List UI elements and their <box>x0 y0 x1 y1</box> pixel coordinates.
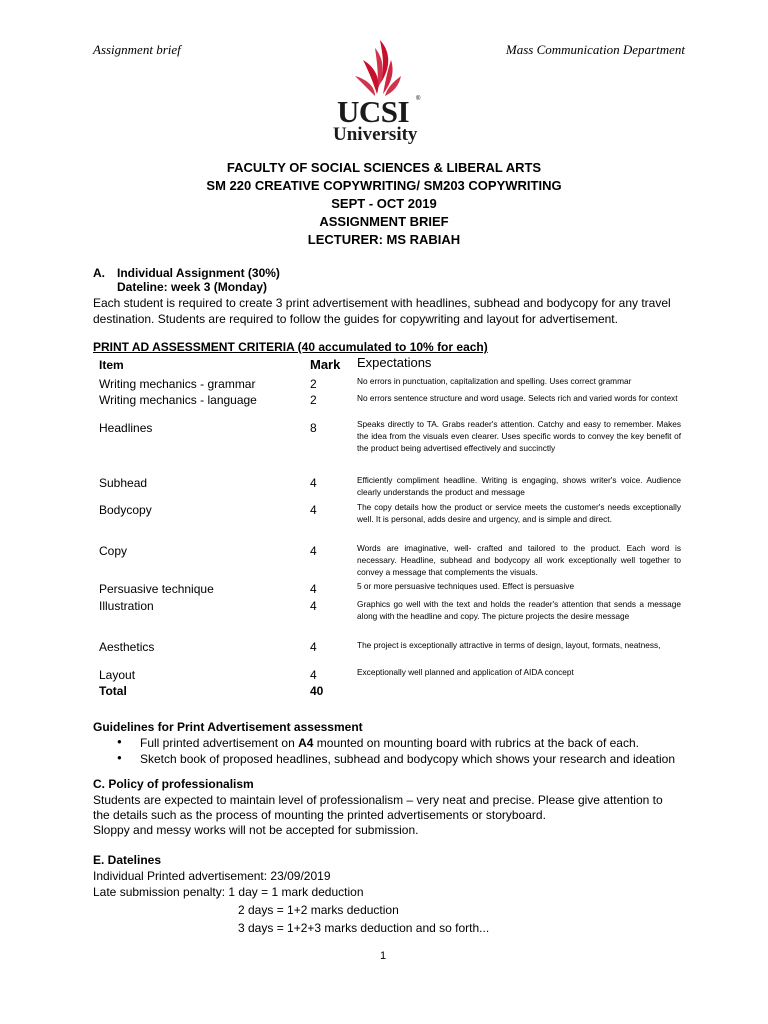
table-row-exp: No errors sentence structure and word usage. Selects rich and varied words for context <box>357 393 678 403</box>
datelines-heading: E. Datelines <box>93 853 162 867</box>
table-row-mark: 8 <box>310 421 317 435</box>
datelines-line-3: 2 days = 1+2 marks deduction <box>238 903 399 917</box>
total-value: 40 <box>310 684 324 698</box>
section-a-para2: destination. Students are required to follow the guides for copywriting and layout for advertisement. <box>93 312 618 326</box>
table-row-item: Layout <box>99 668 136 682</box>
total-label: Total <box>99 684 127 698</box>
guideline-item-2: Sketch book of proposed headlines, subhead and bodycopy which shows your research and ideation <box>140 752 676 766</box>
semester-title: SEPT - OCT 2019 <box>331 196 437 211</box>
table-row-exp: Efficiently compliment headline. Writing is engaging, shows writer's voice. Audience clearly understands the product and message <box>357 475 681 498</box>
col-mark-header: Mark <box>310 357 341 372</box>
table-row-item: Copy <box>99 544 128 558</box>
table-row-item: Bodycopy <box>99 503 152 517</box>
table-row-mark: 4 <box>310 503 317 517</box>
table-row-exp: Graphics go well with the text and holds the reader's attention that sends a message along with the headline and copy. The picture projects the desire message <box>357 599 681 622</box>
faculty-title: FACULTY OF SOCIAL SCIENCES & LIBERAL ARTS <box>226 160 542 175</box>
header-left: Assignment brief <box>93 42 181 57</box>
table-row-item: Aesthetics <box>99 640 155 654</box>
guidelines-heading: Guidelines for Print Advertisement assessment <box>93 720 363 734</box>
bullet-icon: ● <box>117 737 122 746</box>
logo-university: University <box>333 124 418 145</box>
criteria-heading: PRINT AD ASSESSMENT CRITERIA (40 accumulated to 10% for each) <box>93 340 488 354</box>
table-row-exp: The copy details how the product or service meets the customer's needs exceptionally well. It is personal, adds desire and urgency, and is simple and direct. <box>357 502 681 525</box>
header-right: Mass Communication Department <box>505 42 685 57</box>
lecturer-title: LECTURER: MS RABIAH <box>307 232 461 247</box>
table-row-exp: Speaks directly to TA. Grabs reader's attention. Catchy and easy to remember. Makes the idea from the visuals even clearer. Uses specific words to convey the key benefit of the product being advertised effectively and succinctly <box>357 419 681 454</box>
logo-registered-mark: ® <box>416 96 421 102</box>
table-row-item: Writing mechanics - grammar <box>99 377 256 391</box>
section-a-label: A. <box>93 266 105 280</box>
policy-line-1: Students are expected to maintain level of professionalism – very neat and precise. Please give attention to <box>93 793 663 807</box>
policy-heading: C. Policy of professionalism <box>93 777 254 791</box>
table-row-exp: No errors in punctuation, capitalization and spelling. Uses correct grammar <box>357 376 632 386</box>
table-row-item: Persuasive technique <box>99 582 214 596</box>
table-row-exp: The project is exceptionally attractive in terms of design, layout, formats, neatness, <box>357 640 661 650</box>
table-row-item: Headlines <box>99 421 153 435</box>
table-row-mark: 4 <box>310 544 317 558</box>
page-number: 1 <box>380 950 387 962</box>
table-row-mark: 4 <box>310 599 317 613</box>
col-exp-header: Expectations <box>357 355 432 370</box>
table-row-item: Writing mechanics - language <box>99 393 257 407</box>
table-row-item: Subhead <box>99 476 148 490</box>
policy-line-3: Sloppy and messy works will not be accepted for submission. <box>93 823 419 837</box>
bullet-icon: ● <box>117 753 122 762</box>
datelines-line-2: Late submission penalty: 1 day = 1 mark deduction <box>93 885 364 899</box>
table-row-exp: 5 or more persuasive techniques used. Effect is persuasive <box>357 581 575 591</box>
col-item-header: Item <box>99 358 124 372</box>
section-a-para1: Each student is required to create 3 print advertisement with headlines, subhead and bodycopy for any travel <box>93 296 671 310</box>
course-title: SM 220 CREATIVE COPYWRITING/ SM203 COPYWRITING <box>206 178 562 193</box>
datelines-line-1: Individual Printed advertisement: 23/09/2019 <box>93 869 331 883</box>
table-row-mark: 2 <box>310 377 317 391</box>
datelines-line-4: 3 days = 1+2+3 marks deduction and so forth... <box>238 921 490 935</box>
table-row-exp: Exceptionally well planned and application of AIDA concept <box>357 667 574 677</box>
table-row-mark: 2 <box>310 393 317 407</box>
table-row-exp: Words are imaginative, well- crafted and tailored to the product. Each word is necessary. Headline, subhead and bodycopy all work exceptionally well together to convey a message that complements the visuals. <box>357 543 681 578</box>
table-row-mark: 4 <box>310 668 317 682</box>
guideline-item-1: Full printed advertisement on A4 mounted on mounting board with rubrics at the back of each. <box>140 736 639 750</box>
logo-wordmark: UCSI <box>337 94 410 129</box>
section-a-heading: Individual Assignment (30%) <box>117 266 280 280</box>
table-row-mark: 4 <box>310 640 317 654</box>
table-row-mark: 4 <box>310 476 317 490</box>
policy-line-2: the details such as the process of mounting the printed advertisements or storyboard. <box>93 808 546 822</box>
table-row-mark: 4 <box>310 582 317 596</box>
brief-title: ASSIGNMENT BRIEF <box>319 214 449 229</box>
section-a-dateline: Dateline: week 3 (Monday) <box>117 280 268 294</box>
table-row-item: Illustration <box>99 599 154 613</box>
